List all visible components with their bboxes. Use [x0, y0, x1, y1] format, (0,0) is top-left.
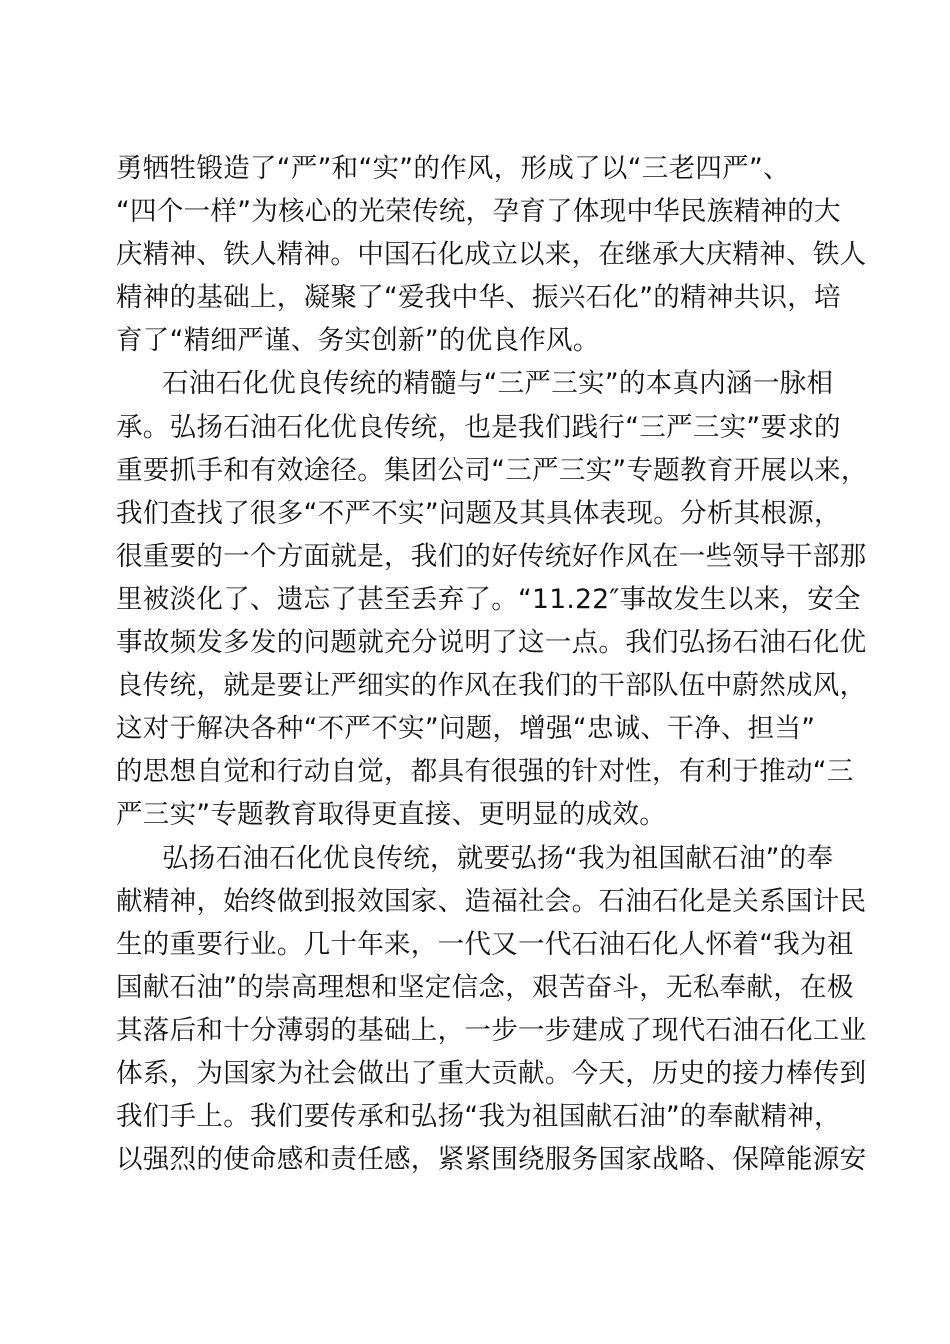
- paragraph-2: [116, 362, 868, 836]
- text-line: 很重要的一个方面就是，我们的好传统好作风在一些领导干部那: [116, 540, 867, 572]
- paragraph-continuation: [116, 147, 867, 362]
- text-line: 石油石化优良传统的精髓与“三严三实”的本真内涵一脉相: [162, 368, 834, 400]
- text-line: 我们手上。我们要传承和弘扬“我为祖国献石油”的奉献精神，: [116, 1101, 841, 1133]
- text-line: 其落后和十分薄弱的基础上，一步一步建成了现代石油石化工业: [116, 1014, 867, 1046]
- text-line: 的思想自觉和行动自觉，都具有很强的针对性，有利于推动“三: [116, 756, 854, 788]
- text-line: 精神的基础上，凝聚了“爱我中华、振兴石化”的精神共识，培: [116, 282, 841, 314]
- text-line: “四个一样”为核心的光荣传统，孕育了体现中华民族精神的大: [116, 196, 841, 228]
- text-line: 勇牺牲锻造了“严”和“实”的作风，形成了以“三老四严”、: [116, 153, 790, 184]
- text-line: 以强烈的使命感和责任感，紧紧围绕服务国家战略、保障能源安: [116, 1144, 867, 1176]
- text-line: 庆精神、铁人精神。中国石化成立以来，在继承大庆精神、铁人: [116, 239, 867, 271]
- text-line: 重要抓手和有效途径。集团公司“三严三实”专题教育开展以来，: [116, 454, 868, 486]
- text-line: 承。弘扬石油石化优良传统，也是我们践行“三严三实”要求的: [116, 411, 841, 443]
- paragraph-3: [116, 837, 867, 1182]
- text-line: 生的重要行业。几十年来，一代又一代石油石化人怀着“我为祖: [116, 928, 854, 960]
- text-line: 这对于解决各种“不严不实”问题，增强“忠诚、干净、担当”: [116, 713, 816, 745]
- text-line: 育了“精细严谨、务实创新”的优良作风。: [116, 325, 600, 357]
- text-line: 献精神，始终做到报效国家、造福社会。石油石化是关系国计民: [116, 885, 867, 917]
- text-line: 国献石油”的崇高理想和坚定信念，艰苦奋斗，无私奉献，在极: [116, 971, 854, 1003]
- text-line: 严三实”专题教育取得更直接、更明显的成效。: [116, 799, 667, 831]
- text-line: 良传统，就是要让严细实的作风在我们的干部队伍中蔚然成风，: [116, 670, 867, 702]
- text-line: 里被淡化了、遗忘了甚至丢弃了。“11.22″事故发生以来，安全: [116, 583, 861, 615]
- text-line: 体系，为国家为社会做出了重大贡献。今天，历史的接力棒传到: [116, 1057, 867, 1089]
- text-line: 弘扬石油石化优良传统，就要弘扬“我为祖国献石油”的奉: [162, 842, 834, 874]
- document-body: [116, 147, 868, 1181]
- text-line: 我们查找了很多“不严不实”问题及其具体表现。分析其根源，: [116, 497, 841, 529]
- text-line: 事故频发多发的问题就充分说明了这一点。我们弘扬石油石化优: [116, 627, 867, 659]
